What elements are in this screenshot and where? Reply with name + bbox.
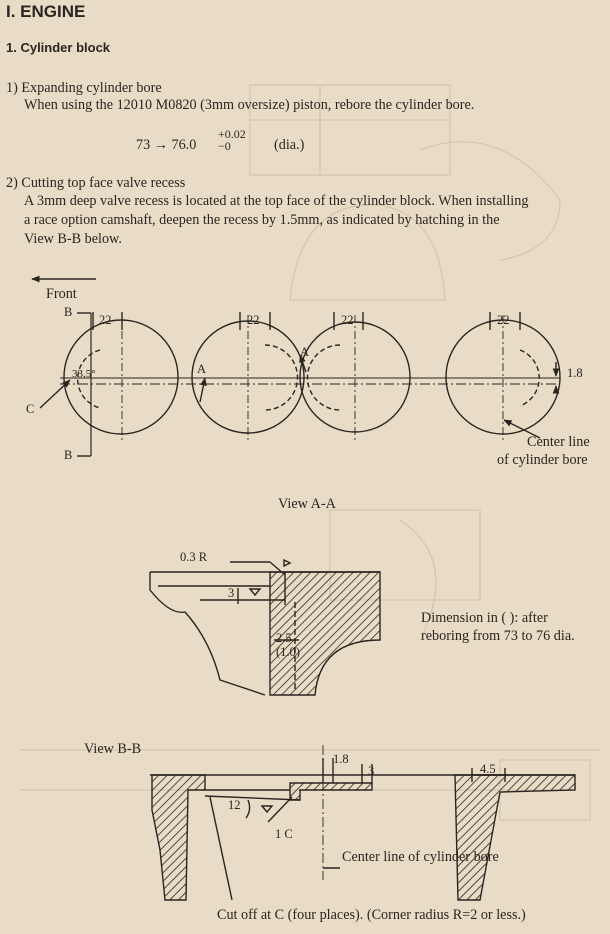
bb-dim-3: 3: [368, 764, 375, 778]
section-a-right-label: A: [300, 345, 310, 359]
dimension-note-line-2: reboring from 73 to 76 dia.: [421, 628, 575, 644]
center-line-label-2: of cylinder bore: [497, 452, 588, 468]
section-b-top-label: B: [64, 305, 73, 319]
bb-dim-1-8: 1.8: [333, 752, 349, 766]
tolerance-upper: +0.02: [218, 127, 246, 141]
dim-1-8-label: 1.8: [567, 366, 583, 380]
section-b-bottom-label: B: [64, 448, 73, 462]
bb-center-line-label: Center line of cylinder bore: [342, 849, 499, 865]
detail-dim-3: 3: [228, 586, 235, 600]
bb-label-1c: 1 C: [275, 827, 293, 841]
bb-angle-12: 12: [228, 798, 241, 812]
point-c-label: C: [26, 402, 35, 416]
item2-heading: 2) Cutting top face valve recess: [6, 175, 186, 191]
bore-formula-note: (dia.): [274, 137, 305, 153]
item2-line-1: A 3mm deep valve recess is located at the top face of the cylinder block. When installing: [24, 193, 529, 209]
cutoff-note: Cut off at C (four places). (Corner radius R=2 or less.): [217, 907, 526, 923]
section-a-left-label: A: [197, 362, 207, 376]
view-bb-caption: View B-B: [84, 741, 142, 757]
item2-line-2: a race option camshaft, deepen the recess by 1.5mm, as indicated by hatching in the: [24, 212, 500, 228]
detail-dim-2-5: 2.5: [276, 631, 292, 645]
bore-arrow: →: [153, 137, 168, 153]
bore-from: 73: [136, 137, 151, 153]
view-aa-caption: View A-A: [278, 496, 336, 512]
dim-22-cyl3: 22: [341, 313, 354, 327]
center-line-label-1: Center line: [527, 434, 590, 450]
detail-dim-1-0: (1.0): [276, 645, 300, 659]
radius-label: 0.3 R: [180, 550, 208, 564]
dimension-note-line-1: Dimension in ( ): after: [421, 610, 548, 626]
dim-22-cyl2: 22: [247, 313, 260, 327]
subsection-title: 1. Cylinder block: [6, 40, 111, 55]
item1-heading: 1) Expanding cylinder bore: [6, 80, 162, 96]
item1-text: When using the 12010 M0820 (3mm oversize) piston, rebore the cylinder bore.: [24, 97, 475, 113]
dim-22-cyl1: 22: [99, 313, 112, 327]
item2-line-3: View B-B below.: [24, 231, 122, 247]
tolerance-lower: −0: [218, 139, 231, 153]
angle-label: 33.5°: [72, 368, 96, 380]
front-label: Front: [46, 286, 77, 302]
bb-dim-4-5: 4.5: [480, 762, 496, 776]
section-title: I. ENGINE: [6, 2, 86, 21]
dim-22-cyl4: 22: [497, 313, 510, 327]
bore-to: 76.0: [171, 137, 197, 153]
